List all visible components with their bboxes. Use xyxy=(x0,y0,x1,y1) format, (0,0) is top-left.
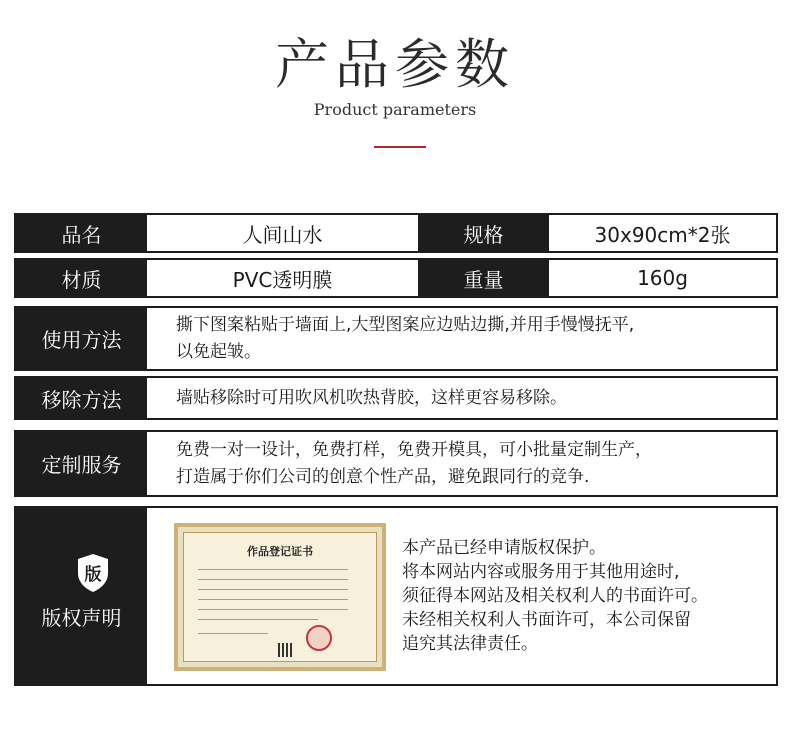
certificate-line xyxy=(198,569,348,570)
size-value: 30x90cm*2张 xyxy=(594,222,731,247)
copyright-label: 版权声明 xyxy=(41,606,122,630)
size-label: 规格 xyxy=(418,215,549,251)
custom-line: 免费一对一设计，免费打样，免费开模具，可小批量定制生产， xyxy=(176,439,652,460)
custom-row xyxy=(14,430,778,497)
copyright-badge: 版 xyxy=(84,565,102,585)
copyright-label-block xyxy=(16,508,147,684)
copyright-row xyxy=(14,506,778,686)
certificate-line xyxy=(198,579,348,580)
name-value: 人间山水 xyxy=(242,222,323,247)
page-title: 产品参数 xyxy=(275,33,515,96)
spec-row-name-size xyxy=(14,213,778,253)
weight-label: 重量 xyxy=(418,260,549,296)
removal-label: 移除方法 xyxy=(16,378,147,418)
certificate-line xyxy=(198,633,268,634)
usage-label: 使用方法 xyxy=(16,308,147,369)
custom-line: 打造属于你们公司的创意个性产品，避免跟同行的竞争. xyxy=(176,466,590,487)
page-subtitle: Product parameters xyxy=(313,100,477,119)
certificate-image xyxy=(174,523,386,671)
title-divider xyxy=(374,146,426,148)
usage-line: 撕下图案粘贴于墙面上,大型图案应边贴边撕,并用手慢慢抚平, xyxy=(176,314,635,335)
custom-label: 定制服务 xyxy=(16,432,147,495)
material-value: PVC透明膜 xyxy=(232,267,333,292)
certificate-line xyxy=(198,609,348,610)
removal-line: 墙贴移除时可用吹风机吹热背胶，这样更容易移除。 xyxy=(176,387,567,408)
material-label: 材质 xyxy=(16,260,147,296)
copyright-line: 将本网站内容或服务用于其他用途时, xyxy=(402,562,680,582)
spec-row-material-weight xyxy=(14,258,778,298)
certificate-line xyxy=(198,589,348,590)
weight-value: 160g xyxy=(637,266,688,290)
copyright-text xyxy=(402,508,772,684)
removal-text xyxy=(176,378,771,418)
name-label: 品名 xyxy=(16,215,147,251)
copyright-line: 追究其法律责任。 xyxy=(402,634,538,654)
removal-row xyxy=(14,376,778,420)
certificate-title: 作品登记证书 xyxy=(247,545,313,558)
seal-icon xyxy=(306,625,332,651)
certificate-paper xyxy=(183,532,377,662)
copyright-line: 未经相关权利人书面许可，本公司保留 xyxy=(402,610,691,630)
usage-row xyxy=(14,306,778,371)
custom-text xyxy=(176,432,771,495)
copyright-line: 须征得本网站及相关权利人的书面许可。 xyxy=(402,586,708,606)
qr-code-icon xyxy=(278,643,292,657)
usage-text xyxy=(176,308,771,369)
usage-line: 以免起皱。 xyxy=(176,341,261,362)
certificate-line xyxy=(198,599,348,600)
certificate-line xyxy=(198,619,318,620)
copyright-line: 本产品已经申请版权保护。 xyxy=(402,538,606,558)
